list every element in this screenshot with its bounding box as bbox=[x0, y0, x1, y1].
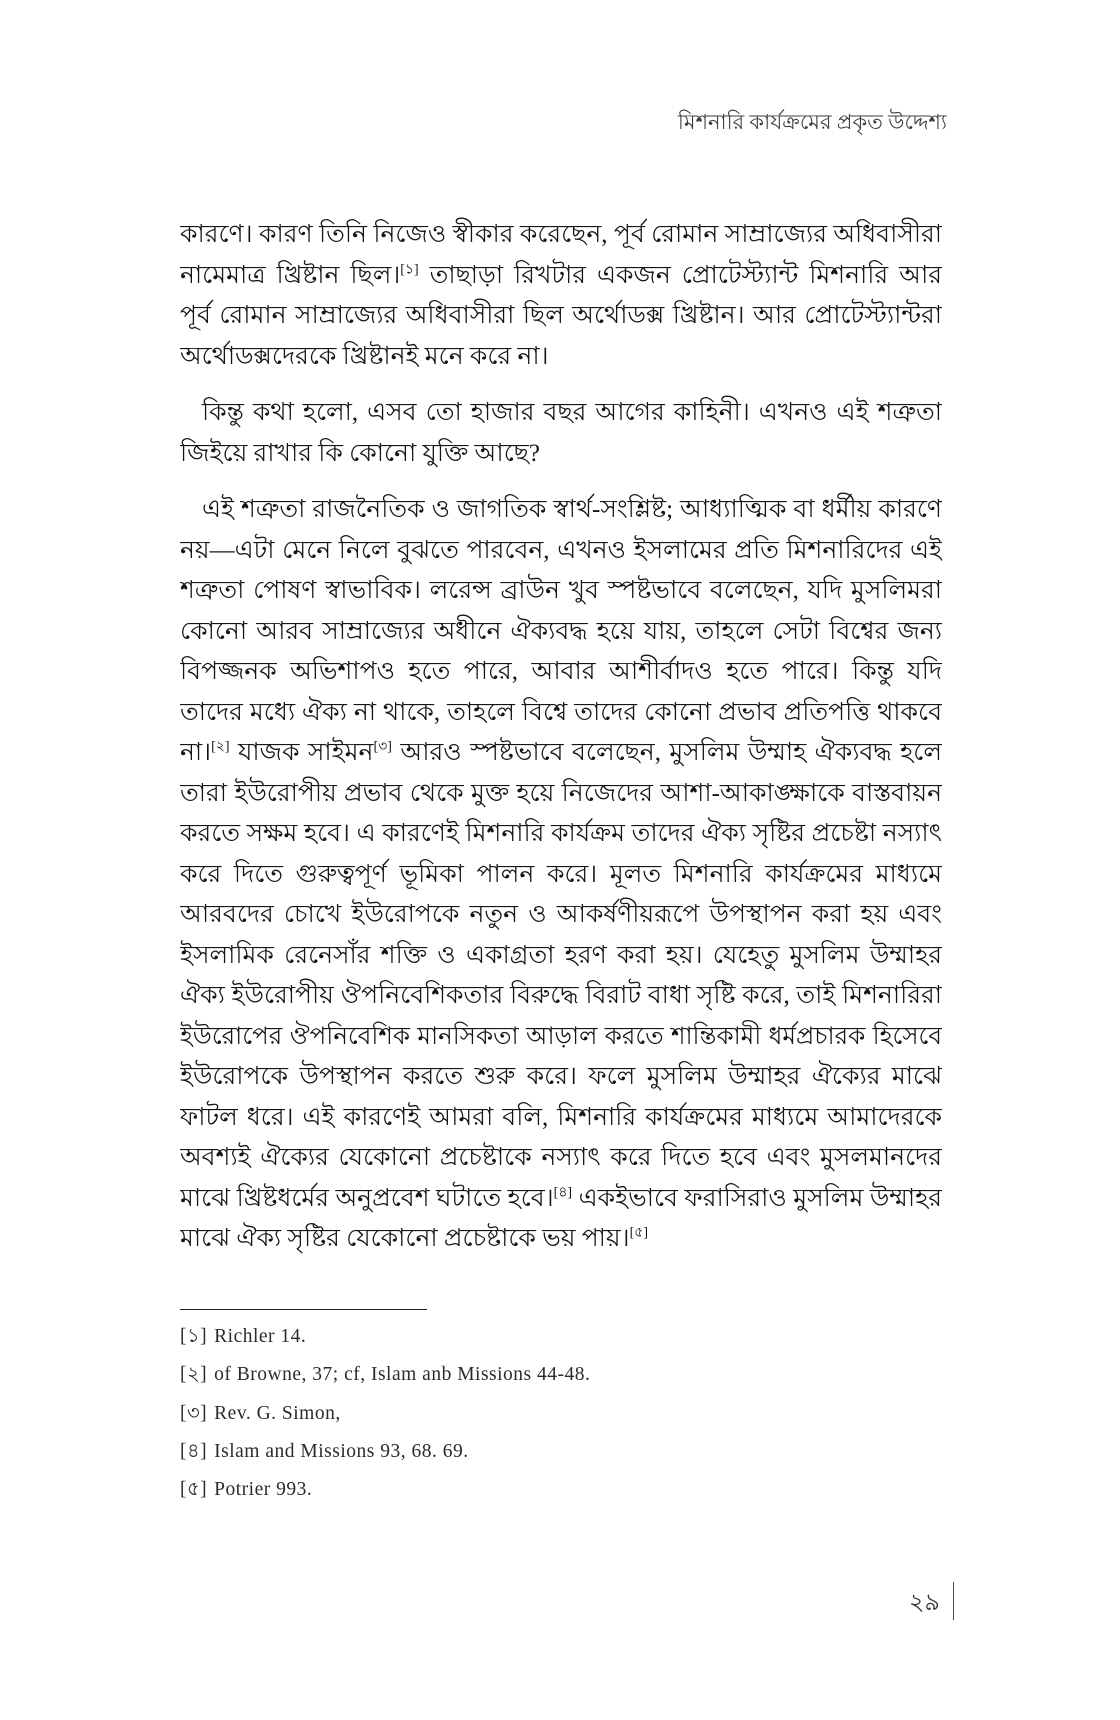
page-number-rule bbox=[953, 1582, 954, 1620]
text-line: কারণে। কারণ তিনি নিজেও স্বীকার করেছেন, পূর্ব রোমান সাম্রাজ্যের অধিবাসীরা bbox=[180, 221, 942, 248]
text-run: একইভাবে ফরাসিরাও মুসলিম উম্মাহর bbox=[572, 1184, 942, 1212]
text-line: কিন্তু কথা হলো, এসব তো হাজার বছর আগের কাহিনী। এখনও এই শত্রুতা bbox=[202, 399, 942, 426]
text-line: ইসলামিক রেনেসাঁর শক্তি ও একাগ্রতা হরণ করা হয়। যেহেতু মুসলিম উম্মাহর bbox=[180, 941, 942, 969]
paragraph bbox=[180, 393, 942, 474]
footnote-item bbox=[180, 1433, 942, 1471]
footnote-marker: [৪] bbox=[180, 1440, 208, 1462]
footnote-text: of Browne, 37; cf, Islam anb Missions 44-48. bbox=[214, 1364, 591, 1386]
text-line: করে দিতে গুরুত্বপূর্ণ ভূমিকা পালন করে। মূলত মিশনারি কার্যক্রমের মাধ্যমে bbox=[180, 860, 942, 888]
footnote-reference: [৫] bbox=[629, 1225, 649, 1241]
page-number: ২৯ bbox=[908, 1590, 940, 1616]
footnotes bbox=[180, 1318, 942, 1509]
footnote-item bbox=[180, 1318, 942, 1356]
text-line: কোনো আরব সাম্রাজ্যের অধীনে ঐক্যবদ্ধ হয়ে যায়, তাহলে সেটা বিশ্বের জন্য bbox=[180, 617, 942, 645]
paragraph bbox=[180, 490, 942, 1260]
footnote-text: Potrier 993. bbox=[214, 1479, 313, 1501]
footnote-item bbox=[180, 1395, 942, 1433]
footnote-reference: [৪] bbox=[553, 1185, 573, 1201]
footnote-marker: [৫] bbox=[180, 1479, 208, 1501]
text-run: মাঝে ঐক্য সৃষ্টির যেকোনো প্রচেষ্টাকে ভয় পায়। bbox=[180, 1225, 630, 1252]
text-run: যাজক সাইমন bbox=[229, 739, 374, 766]
footnote-item bbox=[180, 1471, 942, 1509]
text-line bbox=[180, 1179, 942, 1220]
text-line bbox=[180, 256, 942, 297]
text-run: নামেমাত্র খ্রিষ্টান ছিল। bbox=[180, 261, 401, 289]
text-line: তারা ইউরোপীয় প্রভাব থেকে মুক্ত হয়ে নিজেদের আশা-আকাঙ্ক্ষাকে বাস্তবায়ন bbox=[180, 779, 942, 807]
footnote-marker: [২] bbox=[180, 1364, 208, 1386]
running-header: মিশনারি কার্যক্রমের প্রকৃত উদ্দেশ্য bbox=[677, 110, 947, 134]
footnote-text: Richler 14. bbox=[214, 1326, 307, 1347]
footnote-marker: [১] bbox=[180, 1326, 208, 1347]
text-line: বিপজ্জনক অভিশাপও হতে পারে, আবার আশীর্বাদও হতে পারে। কিন্তু যদি bbox=[180, 658, 942, 685]
footnote-rule bbox=[180, 1309, 427, 1310]
footnote-reference: [৩] bbox=[373, 739, 392, 755]
text-line: ঐক্য ইউরোপীয় ঔপনিবেশিকতার বিরুদ্ধে বিরাট বাধা সৃষ্টি করে, তাই মিশনারিরা bbox=[180, 982, 942, 1009]
footnote-item bbox=[180, 1356, 942, 1394]
text-run: তাছাড়া রিখটার একজন প্রোটেস্ট্যান্ট মিশনারি আর bbox=[418, 261, 942, 289]
text-run: মাঝে খ্রিষ্টধর্মের অনুপ্রবেশ ঘটাতে হবে। bbox=[180, 1184, 554, 1212]
text-line: জিইয়ে রাখার কি কোনো যুক্তি আছে? bbox=[180, 439, 540, 467]
text-run: না। bbox=[180, 739, 212, 766]
footnote-text: Rev. G. Simon, bbox=[214, 1402, 341, 1424]
text-line: আরবদের চোখে ইউরোপকে নতুন ও আকর্ষণীয়রূপে উপস্থাপন করা হয় এবং bbox=[180, 901, 942, 928]
text-line bbox=[180, 1219, 942, 1260]
text-line: ইউরোপকে উপস্থাপন করতে শুরু করে। ফলে মুসলিম উম্মাহর ঐক্যের মাঝে bbox=[180, 1063, 942, 1090]
text-run: আরও স্পষ্টভাবে বলেছেন, মুসলিম উম্মাহ ঐক্যবদ্ধ হলে bbox=[391, 739, 942, 766]
body-text bbox=[180, 215, 942, 1276]
text-line: শত্রুতা পোষণ স্বাভাবিক। লরেন্স ব্রাউন খুব স্পষ্টভাবে বলেছেন, যদি মুসলিমরা bbox=[180, 577, 942, 604]
footnote-text: Islam and Missions 93, 68. 69. bbox=[214, 1440, 469, 1462]
paragraph bbox=[180, 215, 942, 377]
footnote-reference: [২] bbox=[211, 739, 230, 755]
text-line: ফাটল ধরে। এই কারণেই আমরা বলি, মিশনারি কার্যক্রমের মাধ্যমে আমাদেরকে bbox=[180, 1103, 942, 1131]
text-line: নয়—এটা মেনে নিলে বুঝতে পারবেন, এখনও ইসলামের প্রতি মিশনারিদের এই bbox=[180, 536, 942, 564]
text-line: অর্থোডক্সদেরকে খ্রিষ্টানই মনে করে না। bbox=[180, 342, 549, 370]
text-line: তাদের মধ্যে ঐক্য না থাকে, তাহলে বিশ্বে তাদের কোনো প্রভাব প্রতিপত্তি থাকবে bbox=[180, 698, 942, 726]
text-line: অবশ্যই ঐক্যের যেকোনো প্রচেষ্টাকে নস্যাৎ করে দিতে হবে এবং মুসলমানদের bbox=[180, 1144, 942, 1171]
text-line: পূর্ব রোমান সাম্রাজ্যের অধিবাসীরা ছিল অর্থোডক্স খ্রিষ্টান। আর প্রোটেস্ট্যান্টরা bbox=[180, 302, 942, 329]
footnote-reference: [১] bbox=[400, 262, 419, 278]
text-line bbox=[180, 733, 942, 774]
text-line: করতে সক্ষম হবে। এ কারণেই মিশনারি কার্যক্রম তাদের ঐক্য সৃষ্টির প্রচেষ্টা নস্যাৎ bbox=[180, 820, 942, 847]
text-line: ইউরোপের ঔপনিবেশিক মানসিকতা আড়াল করতে শান্তিকামী ধর্মপ্রচারক হিসেবে bbox=[180, 1022, 942, 1050]
footnote-marker: [৩] bbox=[180, 1402, 208, 1424]
text-line: এই শত্রুতা রাজনৈতিক ও জাগতিক স্বার্থ-সংশ্লিষ্ট; আধ্যাত্মিক বা ধর্মীয় কারণে bbox=[202, 496, 942, 523]
